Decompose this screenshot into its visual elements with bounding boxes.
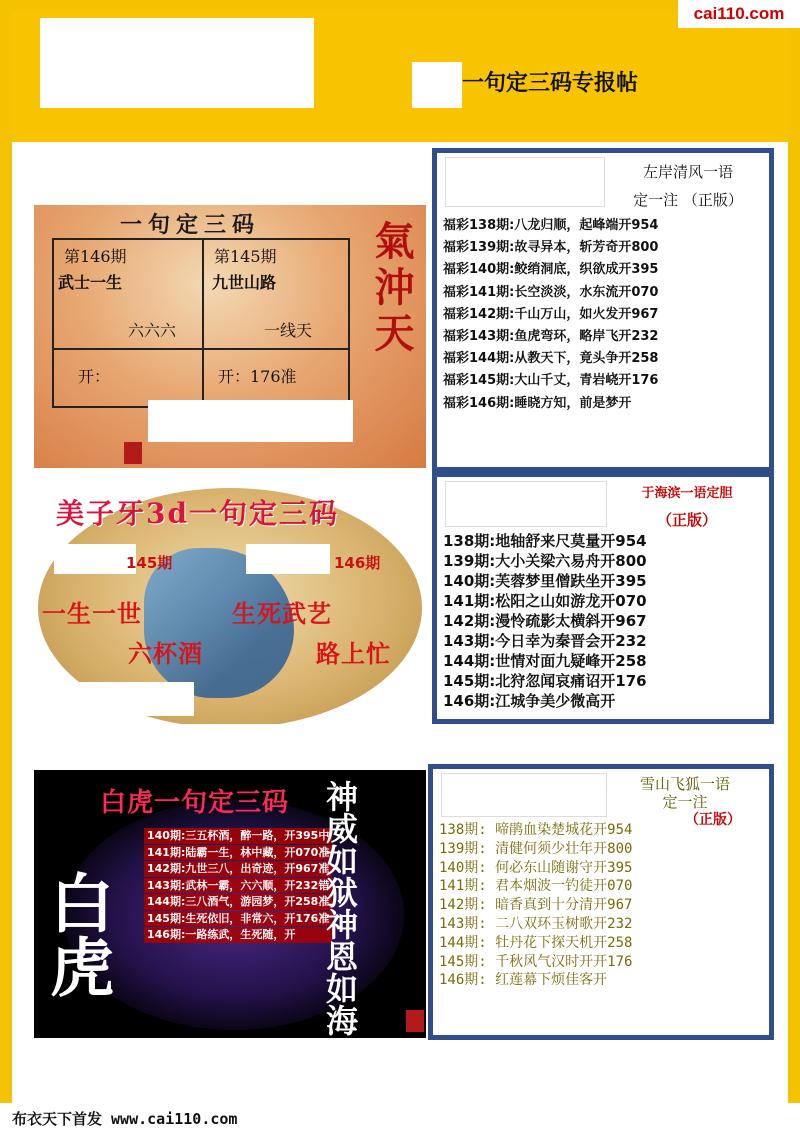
box-edition: （正版） [685,812,741,828]
panel-blank [54,544,136,574]
box-blank [445,481,607,527]
seal-stamp [406,1010,424,1032]
box-head: 雪山飞狐一语 [639,775,730,793]
period-145-label: 145期 [126,554,173,572]
header-blank-box [40,18,314,108]
period-145-sub: 一线天 [264,321,313,340]
period-146-label: 第146期 [64,247,127,266]
list-item: 143期: 二八双环玉树歌开232 [439,915,633,932]
list-item: 福彩143期:鱼虎弯环，略岸飞开232 [443,328,659,344]
list-item: 141期:陆霸一生，林中藏，开070准 [144,845,332,861]
panel-title: 美子牙3d一句定三码 [56,497,340,530]
prediction-list [443,531,647,711]
panel-title: 一句定三码 [120,212,261,238]
list-item: 143期:武林一霸，六六顺，开232错 [144,878,332,894]
list-item: 142期: 暗香真到十分清开967 [439,897,633,914]
list-item: 145期:北狩忽闻哀痛诏开176 [443,672,647,690]
panel-title: 白虎一句定三码 [100,788,290,818]
list-item: 140期:芙蓉梦里僧趺坐开395 [443,572,647,590]
list-item: 141期:松阳之山如游龙开070 [443,592,647,610]
list-item: 福彩145期:大山千丈，青岩峣开176 [443,373,659,389]
list-item: 139期:大小关梁六易舟开800 [443,552,647,570]
box-subhead: 定一注 [662,793,708,811]
panel-meiziya [34,478,426,762]
period-145-phrase: 九世山路 [212,273,277,292]
list-item: 福彩139期:故寻异本，斩芳奇开800 [443,240,659,256]
calligraphy-art: 氣沖天 [368,220,415,358]
phrase-4: 路上忙 [316,639,391,668]
box-blank [441,773,607,817]
list-item: 142期:漫怜疏影太横斜开967 [443,612,647,630]
box-head: 左岸清风一语 [642,163,733,181]
list-item: 139期: 清健何须少壮年开800 [439,840,633,857]
list-item: 146期:江城争美少微高开 [443,692,616,710]
box-blank [445,157,605,207]
list-item: 福彩138期:八龙归顺，起峰端开954 [443,218,659,233]
box-subhead: 定一注 （正版） [633,191,743,209]
page-title: 一句定三码专报帖 [462,71,639,96]
panel-blank [48,682,194,716]
footer-credit[interactable]: 布衣天下首发 www.cai110.com [12,1110,238,1128]
phrase-2: 生死武艺 [232,599,332,628]
period-146-phrase: 武士一生 [58,273,123,292]
list-item: 138期: 啼鹃血染楚城花开954 [439,822,633,838]
panel1-bottom-blank [148,400,353,442]
period-146-label: 146期 [334,554,381,572]
period-146-open: 开： [78,367,111,386]
list-item: 144期: 牡丹花下探天机开258 [439,934,633,951]
calligraphy-art: 白虎 [39,870,114,998]
prediction-list [144,828,332,944]
panel1-top-blank [34,150,419,204]
box-head: 于海滨一语定胆 [641,486,733,501]
list-item: 144期:三八酒气，游园梦，开258准 [144,894,332,910]
list-item: 福彩140期:鲛绡洞底，织欲成开395 [443,262,659,278]
prediction-grid [52,238,350,408]
list-item: 福彩141期:长空淡淡，水东流开070 [443,284,659,300]
period-146-sub: 六六六 [128,321,177,340]
period-145-open: 开：176准 [218,367,297,386]
seal-stamp [124,442,142,464]
grid-divider [202,240,204,406]
prediction-box-zuoan [432,148,774,472]
list-item: 146期: 红莲幕下烦佳客开 [439,972,608,989]
list-item: 146期:一路练武，生死随，开 [144,927,332,943]
grid-divider [54,348,348,350]
list-item: 141期: 君本烟波一钓徒开070 [439,878,633,895]
list-item: 140期:三五杯酒，醉一路，开395中 [144,828,332,844]
box-subhead: （正版） [656,511,717,529]
list-item: 福彩144期:从教天下，竟头争开258 [443,351,659,367]
list-item: 142期:九世三八，出奇迹，开967准 [144,861,332,877]
prediction-box-xueshan [428,764,774,1040]
site-logo[interactable]: cai110.com [678,0,800,28]
prediction-list [443,215,658,415]
calligraphy-art-side: 神威如狱神恩如海 [321,780,359,1036]
list-item: 140期: 何必东山随谢守开395 [439,859,633,876]
list-item: 143期:今日幸为秦晋会开232 [443,632,647,650]
phrase-1: 一生一世 [42,599,142,628]
period-145-label: 第145期 [214,247,277,266]
list-item: 138期:地轴舒来尺莫量开954 [443,532,647,550]
list-item: 145期: 千秋风气汉时开开176 [439,953,633,970]
panel-blank [246,544,330,574]
bottom-blank [12,1045,788,1103]
phrase-3: 六杯酒 [128,639,203,668]
list-item: 145期:生死依旧，非常六，开176准 [144,911,332,927]
prediction-box-yuhaibin [432,472,774,724]
panel2-bottom-blank [48,724,770,766]
list-item: 福彩142期:千山万山，如火发开967 [443,306,659,322]
prediction-list [439,821,632,990]
header-small-blank [412,62,462,108]
panel-baihu [34,770,426,1038]
list-item: 福彩146期:睡晓方知，前是梦开 [443,395,632,411]
list-item: 144期:世情对面九疑峰开258 [443,652,647,670]
